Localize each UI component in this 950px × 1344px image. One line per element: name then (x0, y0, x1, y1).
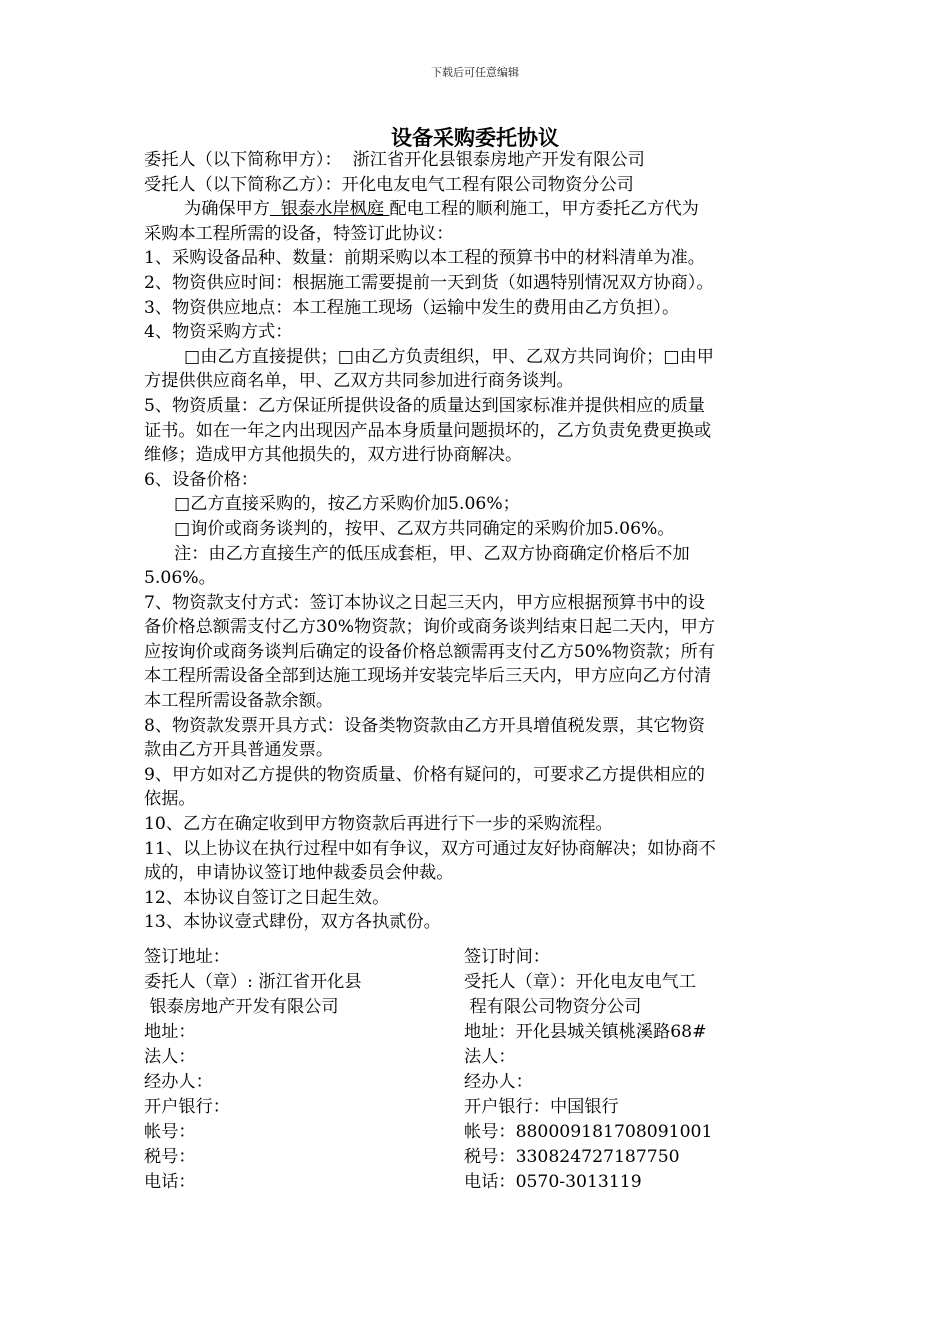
signature-row (144, 1045, 810, 1070)
clause-7-cont-2: 应按询价或商务谈判后确定的设备价格总额需再支付乙方50%物资款；所有 (144, 641, 716, 662)
clause-10: 10、乙方在确定收到甲方物资款后再进行下一步的采购流程。 (144, 814, 613, 835)
preamble-text-a: 为确保甲方 (184, 199, 270, 220)
agent-account: 帐号：880009181708091001 (464, 1122, 713, 1142)
clause-6-note: 注：由乙方直接生产的低压成套柜，甲、乙双方协商确定价格后不加 (174, 543, 690, 564)
principal-bank: 开户银行： (144, 1097, 230, 1117)
signature-row (144, 970, 810, 995)
principal-tax-id: 税号： (144, 1147, 196, 1167)
principal-seal: 委托人（章）: 浙江省开化县 (144, 972, 362, 992)
principal-account: 帐号： (144, 1122, 196, 1142)
signature-block (144, 945, 810, 1195)
clause-3: 3、物资供应地点：本工程施工现场（运输中发生的费用由乙方负担）。 (144, 297, 680, 318)
agent-handler: 经办人： (464, 1072, 533, 1092)
clause-12: 12、本协议自签订之日起生效。 (144, 887, 390, 908)
clause-7-cont-4: 本工程所需设备款余额。 (144, 691, 334, 712)
preamble-line (144, 197, 810, 222)
clause-6-note-cont: 5.06%。 (144, 568, 216, 589)
clause-6-option-2: □询价或商务谈判的，按甲、乙双方共同确定的采购价加5.06%。 (174, 518, 675, 539)
clause-4-options-cont: 方提供供应商名单，甲、乙双方共同参加进行商务谈判。 (144, 371, 574, 392)
principal-line: 委托人（以下简称甲方）： 浙江省开化县银泰房地产开发有限公司 (144, 150, 645, 170)
clause-7: 7、物资款支付方式：签订本协议之日起三天内，甲方应根据预算书中的设 (144, 592, 705, 613)
clause-5-cont-1: 证书。如在一年之内出现因产品本身质量问题损坏的，乙方负责免费更换或 (144, 420, 712, 441)
clause-5-cont-2: 维修；造成甲方其他损失的，双方进行协商解决。 (144, 445, 523, 466)
signature-row (144, 995, 810, 1020)
clause-8-cont: 款由乙方开具普通发票。 (144, 740, 334, 761)
clause-7-cont-1: 备价格总额需支付乙方30%物资款；询价或商务谈判结束日起二天内，甲方 (144, 617, 716, 638)
sign-place-label: 签订地址： (144, 947, 230, 967)
agent-seal-cont: 程有限公司物资分公司 (464, 997, 642, 1017)
clause-9-cont: 依据。 (144, 789, 196, 810)
principal-phone: 电话： (144, 1172, 196, 1192)
agent-line: 受托人（以下简称乙方）：开化电友电气工程有限公司物资分公司 (144, 174, 634, 195)
signature-row (144, 1170, 810, 1195)
agent-legal-rep: 法人： (464, 1047, 516, 1067)
clause-7-cont-3: 本工程所需设备全部到达施工现场并安装完毕后三天内，甲方应向乙方付清 (144, 666, 712, 687)
principal-legal-rep: 法人： (144, 1047, 196, 1067)
signature-row (144, 1120, 810, 1145)
agent-phone: 电话：0570-3013119 (464, 1172, 642, 1192)
signature-row (144, 1145, 810, 1170)
principal-seal-cont: 银泰房地产开发有限公司 (144, 997, 339, 1017)
sign-time-label: 签订时间： (464, 947, 550, 967)
signature-row (144, 1020, 810, 1045)
signature-row (144, 1095, 810, 1120)
clause-4: 4、物资采购方式： (144, 322, 293, 343)
agent-tax-id: 税号：330824727187750 (464, 1147, 680, 1167)
principal-address: 地址： (144, 1022, 196, 1042)
document-title: 设备采购委托协议 (391, 125, 559, 150)
signature-row (144, 1070, 810, 1095)
project-name: 银泰水岸枫庭 (269, 199, 390, 220)
clause-11: 11、以上协议在执行过程中如有争议，双方可通过友好协商解决；如协商不 (144, 838, 716, 859)
agent-address: 地址：开化县城关镇桃溪路68# (464, 1022, 707, 1042)
clause-11-cont: 成的，申请协议签订地仲裁委员会仲裁。 (144, 863, 454, 884)
clause-4-options: □由乙方直接提供；□由乙方负责组织，甲、乙双方共同询价；□由甲 (184, 346, 714, 367)
clause-6: 6、设备价格： (144, 469, 259, 490)
clause-8: 8、物资款发票开具方式：设备类物资款由乙方开具增值税发票，其它物资 (144, 715, 705, 736)
preamble-text-b: 配电工程的顺利施工，甲方委托乙方代为 (389, 199, 699, 220)
header-note: 下载后可任意编辑 (431, 66, 519, 79)
clause-1: 1、采购设备品种、数量：前期采购以本工程的预算书中的材料清单为准。 (144, 248, 705, 269)
clause-5: 5、物资质量：乙方保证所提供设备的质量达到国家标准并提供相应的质量 (144, 395, 705, 416)
preamble-line-2: 采购本工程所需的设备，特签订此协议： (144, 223, 454, 244)
principal-handler: 经办人： (144, 1072, 213, 1092)
agent-bank: 开户银行：中国银行 (464, 1097, 619, 1117)
clause-13: 13、本协议壹式肆份，双方各执贰份。 (144, 912, 441, 933)
agent-seal: 受托人（章）：开化电友电气工 (464, 972, 697, 992)
agreement-body (144, 148, 810, 935)
signature-row (144, 945, 810, 970)
clause-9: 9、甲方如对乙方提供的物资质量、价格有疑问的，可要求乙方提供相应的 (144, 764, 705, 785)
clause-2: 2、物资供应时间：根据施工需要提前一天到货（如遇特别情况双方协商）。 (144, 272, 714, 293)
clause-6-option-1: □乙方直接采购的，按乙方采购价加5.06%； (174, 494, 520, 515)
